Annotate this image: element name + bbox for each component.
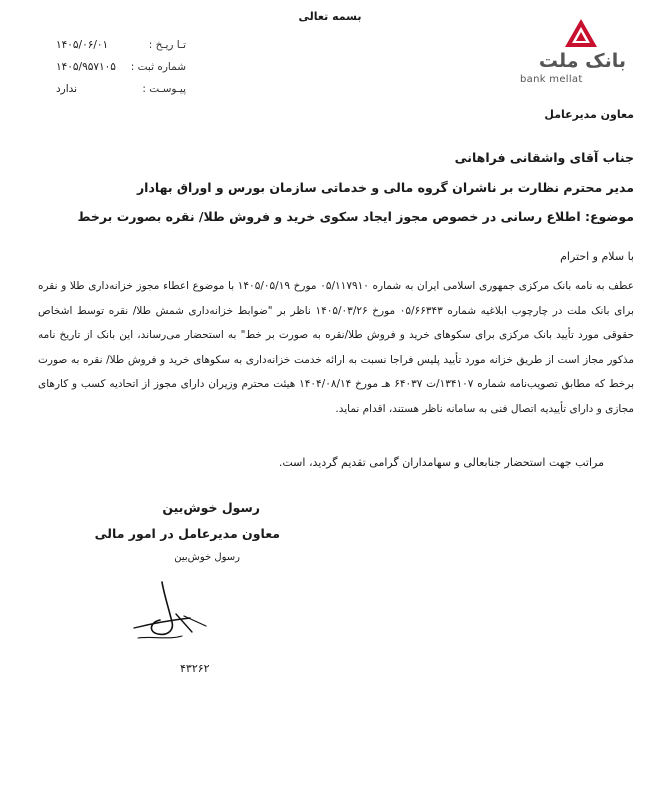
letter-body: عطف به نامه بانک مرکزی جمهوری اسلامی ایران به شماره ۰۵/۱۱۷۹۱۰ مورخ ۱۴۰۵/۰۵/۱۹ با موضوع اعطاء مجوز خزانه‌داری طلا و نقره برای بانک ملت در چارچوب ابلاغیه شماره ۰۵/۶۶۳۴۳ مورخ ۱۴۰۵/۰۳/۲۶ ناظر بر "ضوابط خزانه‌داری شمش طلا/ نقره توسط اشخاص حقوقی مورد تأیید بانک مرکزی برای سکوهای خرید و فروش طلا/نقره به صورت بر خط" به استحضار می‌رساند، این بانک از تاریخ نامه مذکور مجاز است از طریق خزانه مورد تأیید پلیس فراجا نسبت به ارائه خدمت خزانه‌داری به سکوهای خرید و فروش طلا/ نقره به صورت برخط که مطابق تصویب‌نامه شماره ۱۳۴۱۰۷/ت ۶۴۰۳۷ هـ مورخ ۱۴۰۴/۰۸/۱۴ هیئت محترم وزیران دارای مجوز از اتحادیه کسب و کارهای مجازی و دارای تأییدیه اتصال فنی به سامانه ناظر هستند، اقدام نماید. bbox=[38, 280, 635, 415]
meta-date-row bbox=[56, 34, 186, 56]
signer-name: رسول خوش‌بین bbox=[162, 500, 260, 515]
signer-title: معاون مدیرعامل در امور مالی bbox=[94, 526, 280, 541]
letter-meta bbox=[56, 34, 186, 100]
bank-mellat-logo bbox=[514, 18, 626, 88]
addressee-name: جناب آقای واشقانی فراهانی bbox=[454, 150, 634, 165]
meta-number-value: ۱۴۰۵/۹۵۷۱۰۵ bbox=[56, 61, 116, 73]
meta-attachment-label: پیـوسـت : bbox=[142, 83, 186, 95]
logo-english-text: bank mellat bbox=[520, 74, 583, 85]
handwritten-signature bbox=[128, 578, 218, 650]
reference-number: ۴۳۲۶۲ bbox=[180, 662, 210, 675]
closing-line: مراتب جهت استحضار جنابعالی و سهامداران گرامی تقدیم گردید، است. bbox=[278, 456, 604, 469]
bismillah-heading: بسمه تعالی bbox=[298, 10, 362, 23]
meta-number-label: شماره ثبت : bbox=[130, 61, 186, 73]
greeting: با سلام و احترام bbox=[560, 250, 634, 263]
logo-persian-text: بانک ملت bbox=[538, 50, 626, 72]
bank-mellat-emblem-icon bbox=[564, 18, 598, 48]
meta-attachment-row bbox=[56, 78, 186, 100]
meta-date-label: تـا ریـخ : bbox=[148, 39, 186, 51]
meta-date-value: ۱۴۰۵/۰۶/۰۱ bbox=[56, 39, 109, 51]
signer-name-small: رسول خوش‌بین bbox=[174, 552, 240, 563]
letter-subject: موضوع: اطلاع رسانی در خصوص مجوز ایجاد سکوی خرید و فروش طلا/ نقره بصورت برخط bbox=[77, 209, 634, 224]
addressee-title: مدیر محترم نظارت بر ناشران گروه مالی و خدماتی سازمان بورس و اوراق بهادار bbox=[136, 180, 634, 195]
sender-unit: معاون مدیرعامل bbox=[544, 108, 634, 121]
meta-number-row bbox=[56, 56, 186, 78]
meta-attachment-value: ندارد bbox=[56, 83, 78, 95]
